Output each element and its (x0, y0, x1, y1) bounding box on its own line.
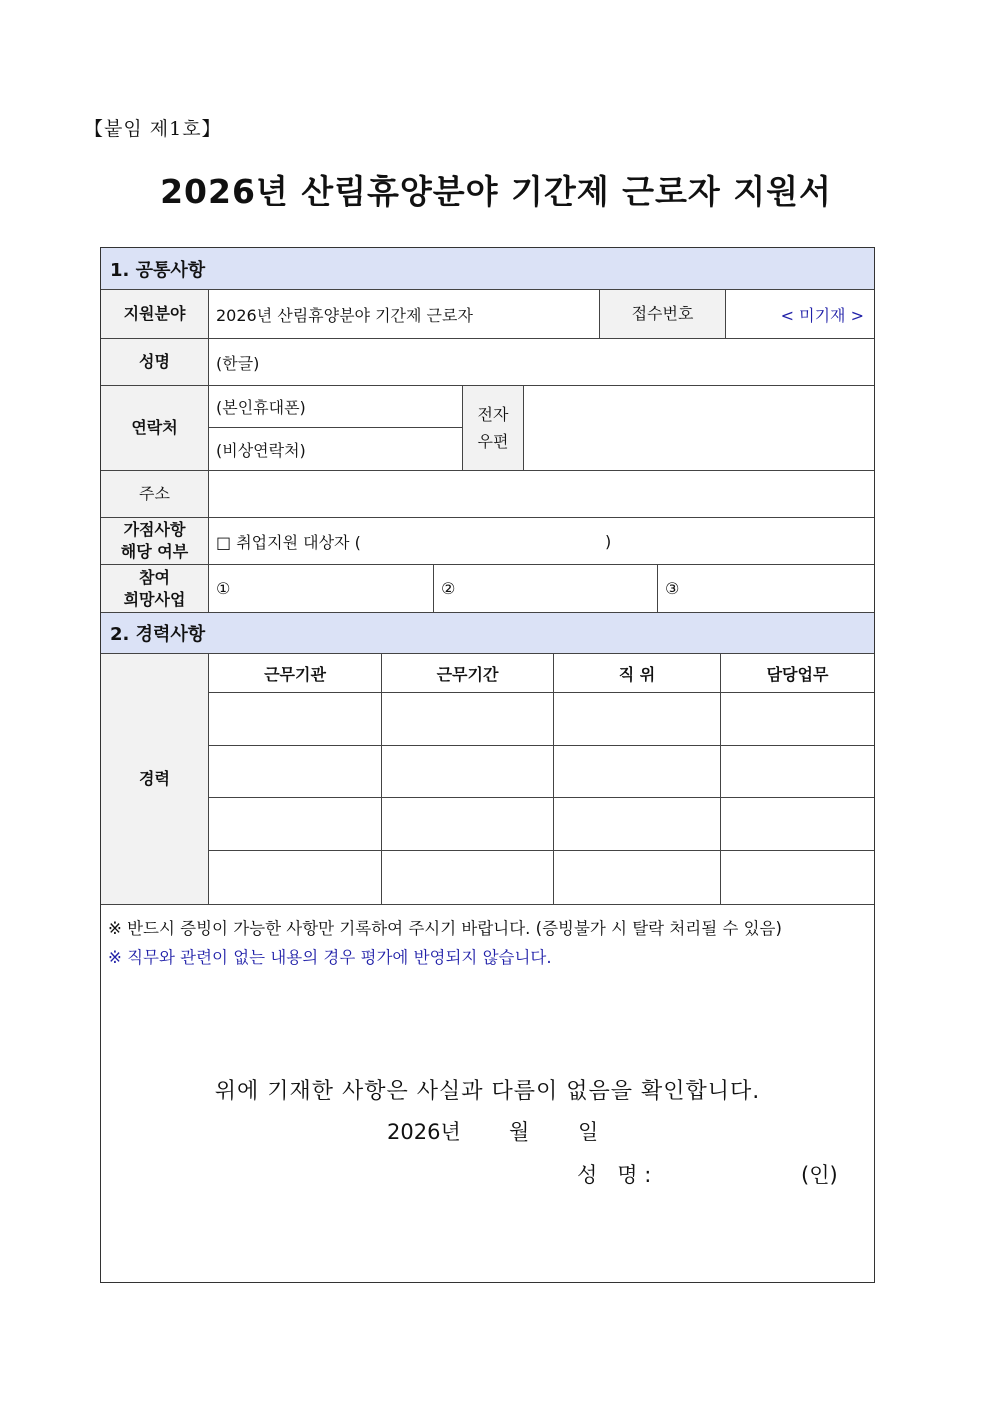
confirmation-statement: 위에 기재한 사항은 사실과 다름이 없음을 확인합니다. (214, 1079, 761, 1104)
career-row-4-position[interactable] (554, 851, 721, 905)
receipt-label: 접수번호 (600, 290, 726, 339)
wish-label (101, 565, 209, 613)
bonus-label-line1: 가점사항 (123, 520, 186, 539)
seal-mark: (인) (801, 1163, 838, 1187)
career-col-duties: 담당업무 (721, 654, 874, 693)
career-col-org: 근무기관 (209, 654, 382, 693)
career-row-2-period[interactable] (382, 746, 554, 798)
address-input[interactable] (209, 471, 874, 518)
career-row-4-duties[interactable] (721, 851, 874, 905)
notice-relevance: ※ 직무와 관련이 없는 내용의 경우 평가에 반영되지 않습니다. (108, 948, 552, 967)
wish-label-line1: 참여 (139, 567, 170, 587)
field-value: 2026년 산림휴양분야 기간제 근로자 (209, 290, 600, 339)
wish-project-2[interactable]: ② (434, 565, 658, 613)
career-row-3-duties[interactable] (721, 798, 874, 851)
name-input[interactable]: (한글) (209, 339, 874, 386)
career-col-position: 직 위 (554, 654, 721, 693)
email-label-line1: 전자 (477, 405, 509, 424)
career-row-3-org[interactable] (209, 798, 382, 851)
mobile-input[interactable]: (본인휴대폰) (209, 386, 463, 428)
career-row-2-position[interactable] (554, 746, 721, 798)
career-row-2-duties[interactable] (721, 746, 874, 798)
career-col-period: 근무기간 (382, 654, 554, 693)
emergency-contact-input[interactable]: (비상연락처) (209, 428, 463, 471)
attachment-label: 【붙임 제1호】 (84, 118, 222, 140)
receipt-value: < 미기재 > (726, 290, 874, 339)
address-label: 주소 (101, 471, 209, 518)
section1-heading: 1. 공통사항 (101, 248, 874, 290)
document-title: 2026년 산림휴양분야 기간제 근로자 지원서 (160, 172, 832, 211)
career-row-3-position[interactable] (554, 798, 721, 851)
wish-project-1[interactable]: ① (209, 565, 434, 613)
bonus-close-paren: ) (605, 531, 612, 551)
career-row-4-period[interactable] (382, 851, 554, 905)
bonus-label (101, 518, 209, 565)
contact-label: 연락처 (101, 386, 209, 471)
field-label: 지원분야 (101, 290, 209, 339)
career-row-4-org[interactable] (209, 851, 382, 905)
notice-evidence: ※ 반드시 증빙이 가능한 사항만 기록하여 주시기 바랍니다. (증빙불가 시 탈락 처리될 수 있음) (108, 919, 782, 938)
email-label-line2: 우편 (477, 432, 509, 451)
career-row-3-period[interactable] (382, 798, 554, 851)
date-month: 월 (509, 1120, 530, 1144)
career-row-1-org[interactable] (209, 693, 382, 746)
date-day: 일 (578, 1120, 599, 1144)
wish-label-line2: 희망사업 (123, 589, 186, 609)
career-row-1-period[interactable] (382, 693, 554, 746)
bonus-label-line2: 해당 여부 (120, 542, 189, 561)
career-row-2-org[interactable] (209, 746, 382, 798)
application-form (100, 247, 875, 1283)
career-row-1-duties[interactable] (721, 693, 874, 746)
email-label (463, 386, 524, 471)
wish-project-3[interactable]: ③ (658, 565, 874, 613)
section2-heading: 2. 경력사항 (101, 613, 874, 654)
date-year: 2026년 (387, 1120, 461, 1144)
career-label: 경력 (101, 654, 209, 905)
email-input[interactable] (524, 386, 874, 471)
bonus-option-row (209, 518, 874, 565)
name-label: 성명 (101, 339, 209, 386)
signature-label: 성 명 : (577, 1163, 652, 1187)
employment-support-checkbox[interactable]: □ 취업지원 대상자 ( (216, 532, 361, 552)
career-row-1-position[interactable] (554, 693, 721, 746)
